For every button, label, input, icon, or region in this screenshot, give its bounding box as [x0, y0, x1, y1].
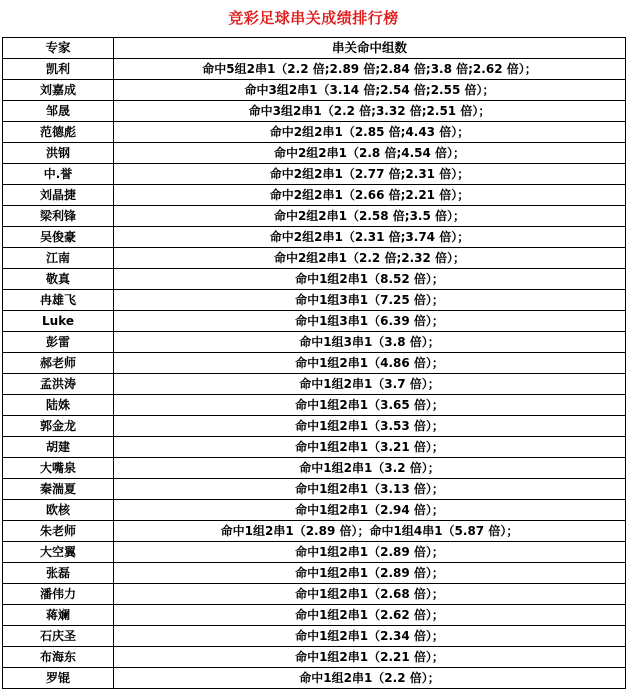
result-cell: 命中1组2串1（2.21 倍）； — [114, 647, 626, 668]
expert-name-cell: 邹晟 — [3, 101, 114, 122]
result-cell: 命中1组2串1（3.2 倍）； — [114, 458, 626, 479]
expert-name-cell: 范德彪 — [3, 122, 114, 143]
result-cell: 命中1组2串1（3.7 倍）； — [114, 374, 626, 395]
result-cell: 命中1组2串1（2.94 倍）； — [114, 500, 626, 521]
table-row — [3, 269, 626, 290]
result-cell: 命中1组2串1（3.13 倍）； — [114, 479, 626, 500]
table-row — [3, 227, 626, 248]
table-row — [3, 647, 626, 668]
result-cell: 命中1组2串1（3.53 倍）； — [114, 416, 626, 437]
table-row — [3, 563, 626, 584]
table-row — [3, 500, 626, 521]
table-row — [3, 395, 626, 416]
table-row — [3, 122, 626, 143]
table-row — [3, 311, 626, 332]
table-row — [3, 584, 626, 605]
expert-name-cell: 秦湍夏 — [3, 479, 114, 500]
expert-name-cell: 石庆圣 — [3, 626, 114, 647]
result-cell: 命中2组2串1（2.77 倍;2.31 倍）； — [114, 164, 626, 185]
result-cell: 命中1组2串1（2.89 倍）； — [114, 563, 626, 584]
result-cell: 命中2组2串1（2.2 倍;2.32 倍）； — [114, 248, 626, 269]
result-cell: 命中2组2串1（2.58 倍;3.5 倍）； — [114, 206, 626, 227]
result-cell: 命中1组2串1（8.52 倍）； — [114, 269, 626, 290]
expert-name-cell: 朱老师 — [3, 521, 114, 542]
expert-name-cell: 陆姝 — [3, 395, 114, 416]
expert-name-cell: 凯利 — [3, 59, 114, 80]
table-row — [3, 626, 626, 647]
result-cell: 命中3组2串1（2.2 倍;3.32 倍;2.51 倍）； — [114, 101, 626, 122]
result-cell: 命中1组2串1（3.65 倍）； — [114, 395, 626, 416]
result-cell: 命中3组2串1（3.14 倍;2.54 倍;2.55 倍）； — [114, 80, 626, 101]
table-row — [3, 374, 626, 395]
expert-name-cell: 刘晶捷 — [3, 185, 114, 206]
table-row — [3, 668, 626, 689]
column-header-expert: 专家 — [3, 38, 114, 59]
expert-name-cell: 孟洪涛 — [3, 374, 114, 395]
table-row — [3, 164, 626, 185]
expert-name-cell: 梁利锋 — [3, 206, 114, 227]
table-row — [3, 185, 626, 206]
ranking-table — [2, 37, 626, 689]
result-cell: 命中1组2串1（4.86 倍）； — [114, 353, 626, 374]
result-cell: 命中1组3串1（3.8 倍）； — [114, 332, 626, 353]
result-cell: 命中2组2串1（2.85 倍;4.43 倍）； — [114, 122, 626, 143]
table-row — [3, 248, 626, 269]
result-cell: 命中1组2串1（2.89 倍）； — [114, 542, 626, 563]
result-cell: 命中1组2串1（2.2 倍）； — [114, 668, 626, 689]
result-cell: 命中5组2串1（2.2 倍;2.89 倍;2.84 倍;3.8 倍;2.62 倍）； — [114, 59, 626, 80]
table-row — [3, 521, 626, 542]
page-title: 竞彩足球串关成绩排行榜 — [228, 9, 399, 27]
result-cell: 命中1组3串1（7.25 倍）； — [114, 290, 626, 311]
expert-name-cell: 郭金龙 — [3, 416, 114, 437]
table-row — [3, 416, 626, 437]
table-row — [3, 143, 626, 164]
result-cell: 命中1组2串1（2.34 倍）； — [114, 626, 626, 647]
result-cell: 命中2组2串1（2.31 倍;3.74 倍）； — [114, 227, 626, 248]
table-row — [3, 605, 626, 626]
result-cell: 命中1组2串1（2.62 倍）； — [114, 605, 626, 626]
expert-name-cell: 冉雄飞 — [3, 290, 114, 311]
result-cell: 命中1组3串1（6.39 倍）； — [114, 311, 626, 332]
result-cell: 命中1组2串1（2.68 倍）； — [114, 584, 626, 605]
table-row — [3, 101, 626, 122]
result-cell: 命中1组2串1（2.89 倍）；命中1组4串1（5.87 倍）； — [114, 521, 626, 542]
table-row — [3, 290, 626, 311]
result-cell: 命中2组2串1（2.8 倍;4.54 倍）； — [114, 143, 626, 164]
expert-name-cell: 潘伟力 — [3, 584, 114, 605]
table-row — [3, 353, 626, 374]
table-row — [3, 542, 626, 563]
expert-name-cell: 胡建 — [3, 437, 114, 458]
expert-name-cell: 欧核 — [3, 500, 114, 521]
result-cell: 命中2组2串1（2.66 倍;2.21 倍）； — [114, 185, 626, 206]
expert-name-cell: 刘嘉成 — [3, 80, 114, 101]
header-row — [3, 38, 626, 59]
result-cell: 命中1组2串1（3.21 倍）； — [114, 437, 626, 458]
expert-name-cell: 洪钢 — [3, 143, 114, 164]
expert-name-cell: 江南 — [3, 248, 114, 269]
expert-name-cell: 郝老师 — [3, 353, 114, 374]
expert-name-cell: 彭雷 — [3, 332, 114, 353]
expert-name-cell: 大空翼 — [3, 542, 114, 563]
expert-name-cell: Luke — [3, 311, 114, 332]
expert-name-cell: 罗锟 — [3, 668, 114, 689]
table-row — [3, 206, 626, 227]
expert-name-cell: 蒋斓 — [3, 605, 114, 626]
table-row — [3, 59, 626, 80]
table-row — [3, 437, 626, 458]
column-header-result: 串关命中组数 — [114, 38, 626, 59]
table-row — [3, 80, 626, 101]
expert-name-cell: 吴俊豪 — [3, 227, 114, 248]
expert-name-cell: 张磊 — [3, 563, 114, 584]
expert-name-cell: 布海东 — [3, 647, 114, 668]
table-row — [3, 332, 626, 353]
table-row — [3, 458, 626, 479]
ranking-table-body — [3, 38, 626, 689]
expert-name-cell: 大嘴泉 — [3, 458, 114, 479]
expert-name-cell: 中.誉 — [3, 164, 114, 185]
expert-name-cell: 敬真 — [3, 269, 114, 290]
table-row — [3, 479, 626, 500]
